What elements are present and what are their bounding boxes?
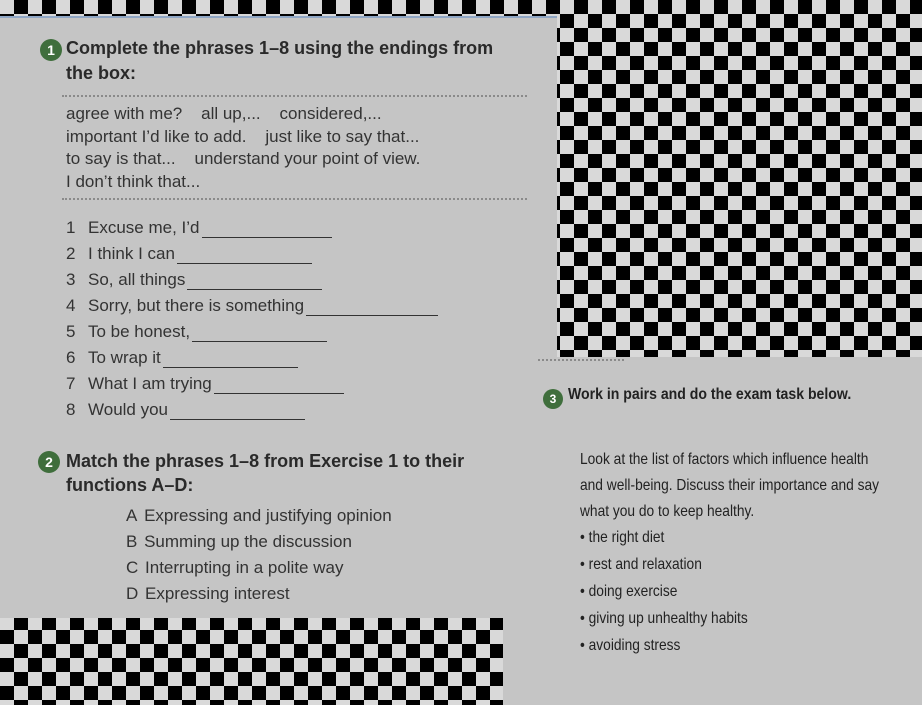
box-line-4: I don’t think that... (66, 172, 201, 191)
exercise-1-badge: 1 (40, 39, 62, 61)
item-number: 5 (66, 322, 76, 341)
answer-blank[interactable] (177, 247, 312, 264)
task-line-1: Look at the list of factors which influence health (580, 451, 869, 468)
item-number: 7 (66, 374, 76, 393)
item-number: 3 (66, 270, 76, 289)
phrase-item-6 (66, 348, 298, 368)
function-b (126, 532, 352, 552)
factor-bullet-2: • rest and relaxation (580, 556, 702, 573)
exercise-2-badge: 2 (38, 451, 60, 473)
answer-blank[interactable] (163, 351, 298, 368)
factor-bullet-3: • doing exercise (580, 583, 678, 600)
factor-bullet-1: • the right diet (580, 529, 665, 546)
item-text: I think I can (88, 244, 175, 263)
function-text: Interrupting in a polite way (145, 558, 344, 577)
box-line-3: to say is that... understand your point of view. (66, 149, 421, 168)
phrase-item-4 (66, 296, 438, 316)
answer-blank[interactable] (214, 377, 344, 394)
function-letter: D (126, 584, 139, 603)
exercise-3-divider (538, 359, 624, 361)
function-text: Expressing interest (145, 584, 290, 603)
item-number: 4 (66, 296, 76, 315)
phrase-item-8 (66, 400, 305, 420)
exercise-3-instruction: Work in pairs and do the exam task below. (568, 386, 852, 403)
item-text: Excuse me, I’d (88, 218, 200, 237)
phrase-item-3 (66, 270, 322, 290)
box-bottom-divider (62, 198, 527, 200)
item-number: 8 (66, 400, 76, 419)
exercise-3-badge: 3 (543, 389, 563, 409)
function-d (126, 584, 290, 604)
item-number: 6 (66, 348, 76, 367)
box-line-1: agree with me? all up,... considered,... (66, 104, 382, 123)
phrase-item-2 (66, 244, 312, 264)
answer-blank[interactable] (202, 221, 332, 238)
exercise-2-instruction-line-1: Match the phrases 1–8 from Exercise 1 to their (66, 451, 465, 471)
exercise-page-right (503, 357, 922, 705)
item-text: To be honest, (88, 322, 191, 341)
item-text: To wrap it (88, 348, 161, 367)
phrase-item-1 (66, 218, 332, 238)
item-text: What I am trying (88, 374, 212, 393)
task-line-3: what you do to keep healthy. (580, 503, 755, 520)
factor-bullet-4: • giving up unhealthy habits (580, 610, 748, 627)
item-number: 1 (66, 218, 76, 237)
function-text: Expressing and justifying opinion (144, 506, 392, 525)
function-text: Summing up the discussion (144, 532, 352, 551)
exercise-2-instruction-line-2: functions A–D: (66, 475, 194, 495)
phrase-item-7 (66, 374, 344, 394)
exercise-1-instruction-line-2: the box: (66, 63, 136, 83)
box-line-2: important I’d like to add. just like to say that... (66, 127, 420, 146)
item-text: Would you (88, 400, 169, 419)
function-letter: C (126, 558, 139, 577)
function-letter: A (126, 506, 138, 525)
function-a (126, 506, 392, 526)
answer-blank[interactable] (187, 273, 322, 290)
task-line-2: and well-being. Discuss their importance and say (580, 477, 880, 494)
exercise-1-instruction-line-1: Complete the phrases 1–8 using the endings from (66, 38, 494, 58)
answer-blank[interactable] (170, 403, 305, 420)
box-top-divider (62, 95, 527, 97)
answer-blank[interactable] (306, 299, 438, 316)
function-letter: B (126, 532, 138, 551)
item-number: 2 (66, 244, 76, 263)
factor-bullet-5: • avoiding stress (580, 637, 681, 654)
item-text: So, all things (88, 270, 186, 289)
answer-blank[interactable] (192, 325, 327, 342)
phrase-item-5 (66, 322, 327, 342)
item-text: Sorry, but there is something (88, 296, 305, 315)
function-c (126, 558, 343, 578)
